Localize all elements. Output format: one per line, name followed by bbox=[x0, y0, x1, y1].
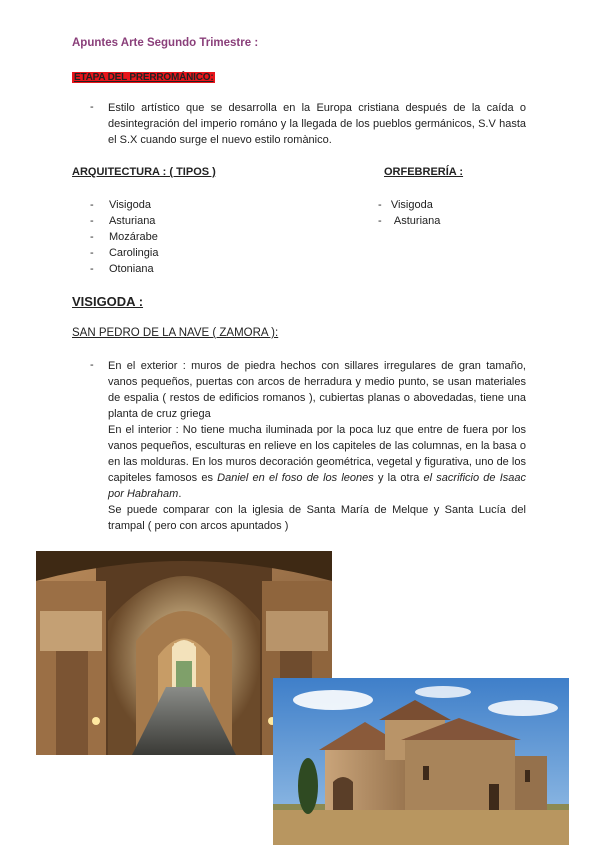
san-pedro-heading: SAN PEDRO DE LA NAVE ( ZAMORA ): bbox=[72, 327, 279, 339]
intro-paragraph: Estilo artístico que se desarrolla en la Europa cristiana después de la caída o desintegración del imperio románo y la llegada de los pueblos germánicos, S.V hasta el S.X cuando surge el nuevo estilo romànico. bbox=[108, 102, 526, 146]
interior-paragraph: En el interior : No tiene mucha iluminada por la poca luz que entre de fuera por los vanos pequeños, esculturas en relieve en los capiteles de las columnas, en la basa o en las molduras. En los muros decoración geométrica, vegetal y figurativa, uno de los capiteles famosos es Daniel en el foso de los leones y la otra el sacrificio de Isaac por Habraham. bbox=[108, 424, 526, 500]
document-title: Apuntes Arte Segundo Trimestre : bbox=[72, 37, 259, 49]
orfebreria-heading: ORFEBRERÍA : bbox=[384, 166, 464, 178]
list-item: - Otoniana bbox=[90, 263, 154, 275]
list-item: - Visigoda bbox=[90, 199, 151, 211]
list-item: - Visigoda bbox=[378, 199, 433, 211]
orfebreria-list bbox=[378, 197, 440, 229]
compare-paragraph: Se puede comparar con la iglesia de Santa María de Melque y Santa Lucía del trampal ( pero con arcos apuntados ) bbox=[108, 504, 526, 532]
arquitectura-heading: ARQUITECTURA : ( TIPOS ) bbox=[72, 166, 216, 178]
exterior-paragraph: En el exterior : muros de piedra hechos con sillares irregulares de gran tamaño, vanos pequeños, puertas con arcos de herradura y medio punto, se usan materiales de espalia ( restos de edificios romanos ), cubiertas planas o abovedadas, tiene una planta de cruz griega bbox=[108, 360, 526, 420]
description-block bbox=[108, 358, 526, 534]
intro-dash: - bbox=[90, 101, 94, 113]
list-item: - Carolingia bbox=[90, 247, 159, 259]
etapa-heading: ETAPA DEL PRERROMÁNICO: bbox=[74, 72, 214, 83]
exterior-photo bbox=[273, 678, 569, 845]
description-dash: - bbox=[90, 359, 94, 371]
visigoda-heading: VISIGODA : bbox=[72, 294, 144, 309]
list-item: - Mozárabe bbox=[90, 231, 158, 243]
list-item: - Asturiana bbox=[90, 215, 156, 227]
list-item: - Asturiana bbox=[378, 215, 441, 227]
arquitectura-list bbox=[90, 197, 158, 277]
